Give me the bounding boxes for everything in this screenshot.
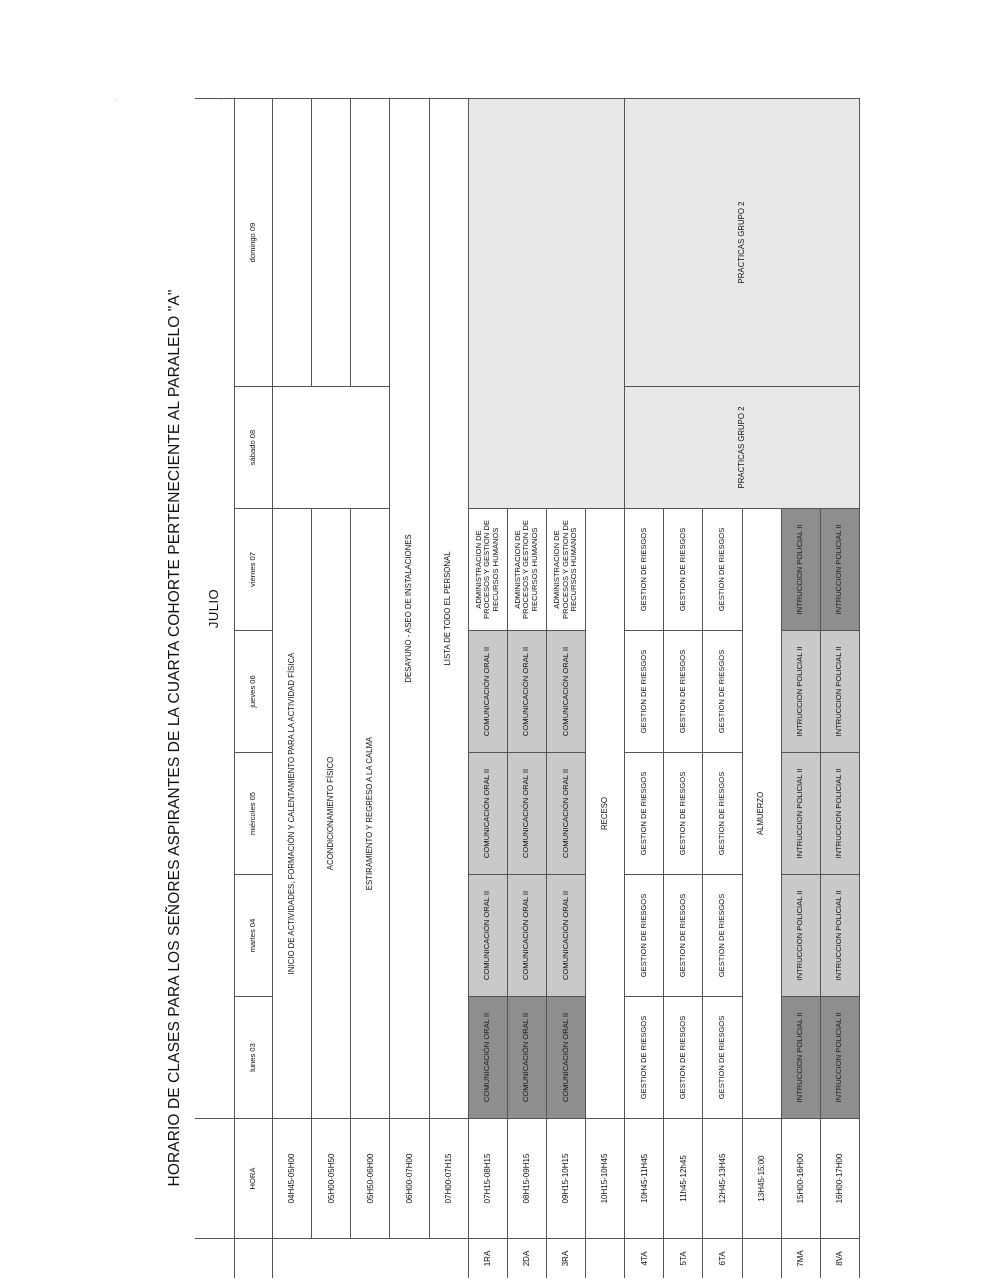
- time-slot: 08H15-09H15: [508, 1118, 547, 1238]
- class-cell: COMUNICACIÓN ORAL II: [508, 752, 547, 874]
- empty-cell: [351, 98, 390, 386]
- day-header: miércoles 05: [235, 752, 273, 874]
- class-cell: COMUNICACIÓN ORAL II: [469, 752, 508, 874]
- month-header: JULIO: [195, 98, 235, 1118]
- day-header: domingo 09: [235, 98, 273, 386]
- time-slot: 07H00-07H15: [430, 1118, 469, 1238]
- day-header: lunes 03: [235, 996, 273, 1118]
- class-cell: ADMINISTRACION DE PROCESOS Y GESTION DE RECURSOS HUMANOS: [547, 508, 586, 630]
- time-slot: 12H45-13H45: [703, 1118, 742, 1238]
- class-cell: INTRUCCION POLICIAL II: [821, 508, 860, 630]
- header-blank: [195, 1118, 235, 1238]
- time-slot: 16H00-17H00: [821, 1118, 860, 1238]
- class-cell: COMUNICACIÓN ORAL II: [547, 996, 586, 1118]
- time-slot: 05H50-06H00: [351, 1118, 390, 1238]
- empty-cell: [273, 386, 390, 508]
- time-slot: 09H15-10H15: [547, 1118, 586, 1238]
- class-cell: GESTION DE RIESGOS: [625, 630, 664, 752]
- hora-header: HORA: [235, 1118, 273, 1238]
- schedule-document: [155, 198, 860, 1278]
- period-label-blank: [273, 1238, 469, 1278]
- class-cell: GESTION DE RIESGOS: [625, 752, 664, 874]
- class-cell: INTRUCCION POLICIAL II: [782, 752, 821, 874]
- class-cell: GESTION DE RIESGOS: [703, 874, 742, 996]
- period-label-blank: [743, 1238, 782, 1278]
- time-slot: 06H00-07H00: [390, 1118, 429, 1238]
- class-cell: GESTION DE RIESGOS: [664, 752, 703, 874]
- period-label: 1RA: [469, 1238, 508, 1278]
- class-cell: INTRUCCION POLICIAL II: [821, 874, 860, 996]
- page-title: HORARIO DE CLASES PARA LOS SEÑORES ASPIRANTES DE LA CUARTA COHORTE PERTENECIENTE AL PARALELO "A": [166, 289, 183, 1187]
- weekend-shaded-block: [469, 98, 626, 508]
- time-slot: 13H45-15:00: [743, 1118, 782, 1238]
- empty-cell: [312, 98, 351, 386]
- activity-inicio: INICIO DE ACTIVIDADES, FORMACIÓN Y CALENTAMIENTO PARA LA ACTIVIDAD FÍSICA: [273, 508, 312, 1118]
- time-slot: 10H45-11H45: [625, 1118, 664, 1238]
- scan-specks: · ·: [115, 95, 273, 104]
- class-cell: GESTION DE RIESGOS: [664, 996, 703, 1118]
- class-cell: GESTION DE RIESGOS: [664, 508, 703, 630]
- class-cell: GESTION DE RIESGOS: [703, 508, 742, 630]
- class-cell: GESTION DE RIESGOS: [664, 630, 703, 752]
- class-cell: COMUNICACIÓN ORAL II: [508, 630, 547, 752]
- time-slot: 07H15-08H15: [469, 1118, 508, 1238]
- activity-lista: LISTA DE TODO EL PERSONAL: [430, 98, 469, 1118]
- practicas-saturday: PRACTICAS GRUPO 2: [625, 386, 860, 508]
- class-cell: GESTION DE RIESGOS: [625, 508, 664, 630]
- class-cell: COMUNICACIÓN ORAL II: [547, 874, 586, 996]
- time-slot: 11h45-12h45: [664, 1118, 703, 1238]
- class-cell: INTRUCCION POLICIAL II: [782, 630, 821, 752]
- class-cell: COMUNICACIÓN ORAL II: [469, 874, 508, 996]
- time-slot: 15H00-16H00: [782, 1118, 821, 1238]
- period-label: 2DA: [508, 1238, 547, 1278]
- class-cell: INTRUCCION POLICIAL II: [782, 508, 821, 630]
- empty-cell: [273, 98, 312, 386]
- class-cell: GESTION DE RIESGOS: [703, 630, 742, 752]
- header-blank: [195, 1238, 235, 1278]
- class-cell: INTRUCCION POLICIAL II: [821, 752, 860, 874]
- activity-acondicionamiento: ACONDICIONAMIENTO FÍSICO: [312, 508, 351, 1118]
- class-cell: COMUNICACIÓN ORAL II: [547, 752, 586, 874]
- schedule-table: [195, 198, 860, 1278]
- class-cell: COMUNICACIÓN ORAL II: [469, 996, 508, 1118]
- activity-receso: RECESO: [586, 508, 625, 1118]
- period-label: 3RA: [547, 1238, 586, 1278]
- time-slot: 05H00-05H50: [312, 1118, 351, 1238]
- activity-estiramiento: ESTIRAMIENTO Y REGRESO A LA CALMA: [351, 508, 390, 1118]
- activity-almuerzo: ALMUERZO: [743, 508, 782, 1118]
- class-cell: COMUNICACIÓN ORAL II: [469, 630, 508, 752]
- period-label: 5TA: [664, 1238, 703, 1278]
- class-cell: GESTION DE RIESGOS: [625, 996, 664, 1118]
- class-cell: ADMINISTRACION DE PROCESOS Y GESTION DE RECURSOS HUMANOS: [508, 508, 547, 630]
- time-slot: 04H45-05H00: [273, 1118, 312, 1238]
- period-label-blank: [586, 1238, 625, 1278]
- period-label: 7MA: [782, 1238, 821, 1278]
- class-cell: GESTION DE RIESGOS: [703, 752, 742, 874]
- activity-desayuno: DESAYUNO - ASEO DE INSTALACIONES: [390, 98, 429, 1118]
- day-header: jueves 06: [235, 630, 273, 752]
- class-cell: GESTION DE RIESGOS: [625, 874, 664, 996]
- class-cell: COMUNICACIÓN ORAL II: [508, 874, 547, 996]
- class-cell: COMUNICACIÓN ORAL II: [508, 996, 547, 1118]
- day-header: viernes 07: [235, 508, 273, 630]
- class-cell: INTRUCCION POLICIAL II: [821, 630, 860, 752]
- period-label: 4TA: [625, 1238, 664, 1278]
- class-cell: INTRUCCION POLICIAL II: [821, 996, 860, 1118]
- class-cell: GESTION DE RIESGOS: [703, 996, 742, 1118]
- class-cell: INTRUCCION POLICIAL II: [782, 996, 821, 1118]
- time-slot: 10H15-10H45: [586, 1118, 625, 1238]
- practicas-sunday: PRACTICAS GRUPO 2: [625, 98, 860, 386]
- class-cell: COMUNICACIÓN ORAL II: [547, 630, 586, 752]
- day-header: martes 04: [235, 874, 273, 996]
- period-label: 6TA: [703, 1238, 742, 1278]
- class-cell: GESTION DE RIESGOS: [664, 874, 703, 996]
- class-cell: ADMINISTRACION DE PROCESOS Y GESTION DE RECURSOS HUMANOS: [469, 508, 508, 630]
- header-blank: [235, 1238, 273, 1278]
- period-label: 8VA: [821, 1238, 860, 1278]
- class-cell: INTRUCCION POLICIAL II: [782, 874, 821, 996]
- day-header: sábado 08: [235, 386, 273, 508]
